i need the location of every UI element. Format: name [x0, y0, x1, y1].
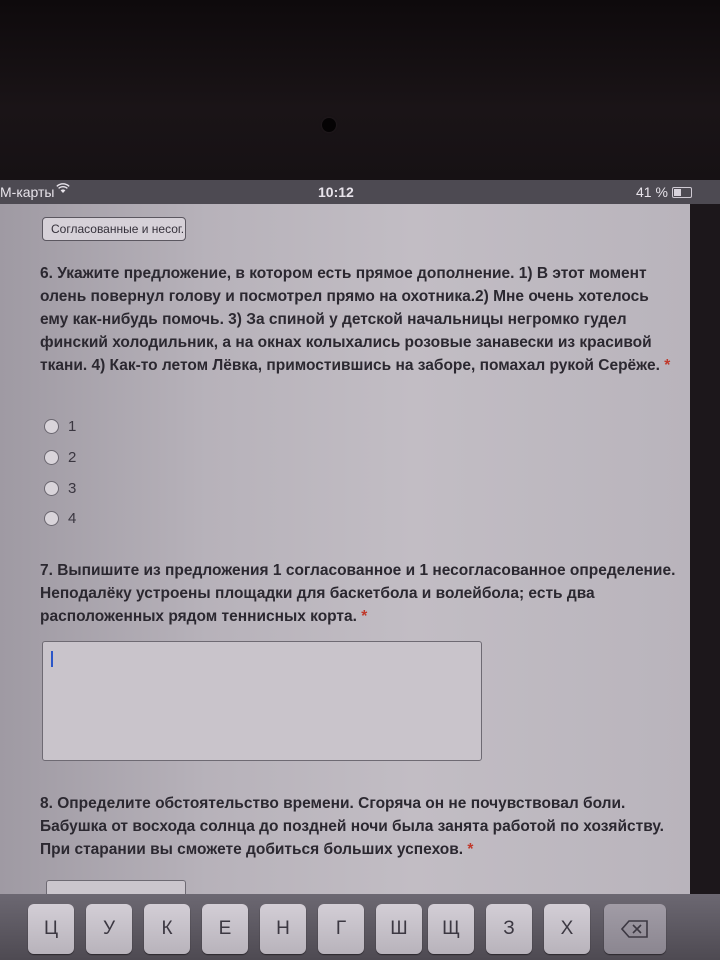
key-u[interactable]: У	[86, 904, 132, 954]
key-sha[interactable]: Ш	[376, 904, 422, 954]
required-mark: *	[361, 608, 368, 625]
status-bar	[0, 180, 720, 204]
tag-chip[interactable]: Согласованные и несог.	[42, 217, 186, 241]
required-mark: *	[467, 841, 474, 858]
key-g[interactable]: Г	[318, 904, 364, 954]
device-edge	[690, 204, 720, 894]
key-tse[interactable]: Ц	[28, 904, 74, 954]
radio-button[interactable]	[44, 419, 59, 434]
form-page	[0, 204, 690, 894]
carrier-name: М-карты	[0, 184, 55, 200]
battery-percent: 41 %	[636, 184, 668, 200]
on-screen-keyboard	[0, 894, 720, 960]
question-8-text: 8. Определите обстоятельство времени. Сгоряча он не почувствовал боли. Бабушка от восхода солнца до поздней ночи была занята работой по хозяйству. При старании вы сможете добиться больших успехов.	[40, 795, 664, 858]
key-k[interactable]: К	[144, 904, 190, 954]
option-label: 4	[68, 510, 77, 527]
radio-button[interactable]	[44, 481, 59, 496]
device-bezel	[0, 0, 720, 180]
question-6	[40, 262, 680, 377]
backspace-key[interactable]	[604, 904, 666, 954]
backspace-icon	[621, 918, 649, 939]
key-z[interactable]: З	[486, 904, 532, 954]
key-n[interactable]: Н	[260, 904, 306, 954]
key-kha[interactable]: Х	[544, 904, 590, 954]
battery-icon	[672, 187, 692, 198]
text-caret	[51, 651, 53, 667]
question-7-text: 7. Выпишите из предложения 1 согласованное и 1 несогласованное определение. Неподалёку устроены площадки для баскетбола и волейбола; есть два расположенных рядом теннисных корта.	[40, 562, 676, 625]
option-label: 3	[68, 480, 77, 497]
question-6-text: 6. Укажите предложение, в котором есть прямое дополнение. 1) В этот момент олень повернул голову и посмотрел прямо на охотника.2) Мне очень хотелось ему как-нибудь помочь. 3) За спиной у детской начальницы негромко гудел финский холодильник, а на окнах колыхались розовые занавески из красивой ткани. 4) Как-то летом Лёвка, примостившись на заборе, помахал рукой Серёже.	[40, 265, 660, 374]
wifi-icon	[56, 182, 70, 197]
radio-button[interactable]	[44, 450, 59, 465]
key-shcha[interactable]: Щ	[428, 904, 474, 954]
required-mark: *	[664, 357, 671, 374]
key-ye[interactable]: Е	[202, 904, 248, 954]
front-camera	[322, 118, 336, 132]
clock: 10:12	[318, 184, 354, 200]
question-8	[40, 792, 680, 861]
question-7	[40, 559, 680, 628]
option-label: 2	[68, 449, 77, 466]
radio-button[interactable]	[44, 511, 59, 526]
option-label: 1	[68, 418, 77, 435]
answer-textarea[interactable]	[42, 641, 482, 761]
